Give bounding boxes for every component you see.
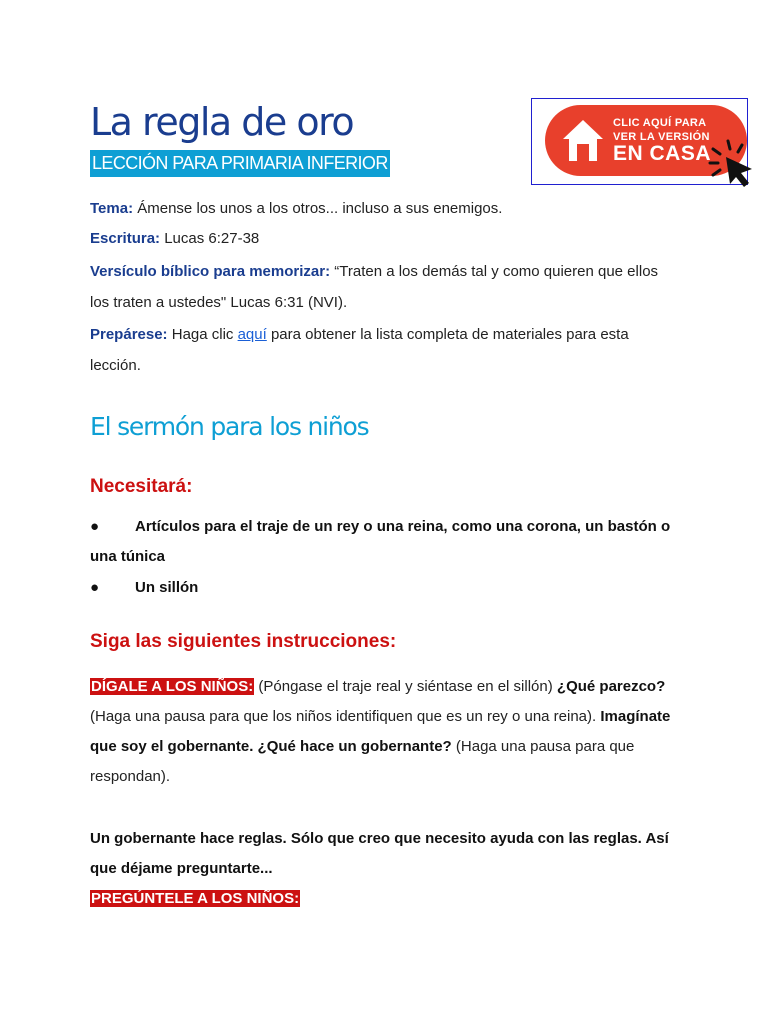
home-version-button[interactable] (531, 98, 748, 185)
bullet-icon: ● (90, 518, 100, 535)
memory-verse-text: “Traten a los demás tal y como quieren que ellos los traten a ustedes" Lucas 6:31 (NVI). (90, 263, 659, 311)
page-title: La regla de oro (90, 100, 354, 144)
materials-link[interactable]: aquí (237, 326, 267, 343)
bullet-icon: ● (90, 579, 100, 596)
needs-heading: Necesitará: (90, 476, 193, 497)
lesson-memory-verse (90, 256, 680, 318)
house-icon (562, 119, 604, 163)
lesson-prepare (90, 319, 680, 381)
scripture-label: Escritura: (90, 230, 161, 247)
memory-verse-label: Versículo bíblico para memorizar: (90, 263, 331, 280)
p1-text-c: (Haga una pausa para que los niños identifiquen que es un rey o una reina). (90, 708, 601, 725)
lesson-theme (90, 193, 680, 224)
prepare-text-pre: Haga clic (167, 326, 238, 343)
home-version-caption (613, 116, 723, 144)
needs-item (90, 573, 680, 603)
instruction-paragraph-2: Un gobernante hace reglas. Sólo que creo que necesito ayuda con las reglas. Así que déjame preguntarte... (90, 830, 669, 877)
ask-children-tag: PREGÚNTELE A LOS NIÑOS: (91, 890, 300, 907)
tell-children-tag: DÍGALE A LOS NIÑOS: (91, 678, 254, 695)
instructions-heading: Siga las siguientes instrucciones: (90, 631, 397, 652)
page-subtitle: LECCIÓN PARA PRIMARIA INFERIOR (90, 150, 390, 177)
lesson-scripture (90, 223, 680, 254)
home-version-label: EN CASA (613, 142, 712, 165)
needs-item-text: Artículos para el traje de un rey o una reina, como una corona, un bastón o una túnica (90, 518, 671, 565)
p1-text-e: (Haga una pausa para que respondan). (90, 738, 635, 785)
sermon-heading: El sermón para los niños (90, 412, 369, 441)
needs-item (90, 512, 680, 572)
instruction-paragraph-3 (90, 884, 680, 914)
p1-text-a: (Póngase el traje real y siéntase en el sillón) (254, 678, 557, 695)
theme-label: Tema: (90, 200, 134, 217)
prepare-text-post: para obtener la lista completa de materiales para esta lección. (90, 326, 629, 374)
p1-text-d: Imagínate que soy el gobernante. ¿Qué hace un gobernante? (90, 708, 671, 755)
theme-text: Ámense los unos a los otros... incluso a sus enemigos. (133, 200, 503, 217)
scripture-text: Lucas 6:27-38 (160, 230, 260, 247)
instruction-paragraph-1 (90, 672, 680, 792)
home-version-line2: VER LA VERSIÓN (613, 131, 710, 143)
home-version-line1: CLIC AQUÍ PARA (613, 117, 707, 129)
needs-item-text: Un sillón (135, 579, 199, 596)
p1-text-b: ¿Qué parezco? (556, 678, 666, 695)
pointer-cursor-icon (708, 139, 756, 189)
prepare-label: Prepárese: (90, 326, 168, 343)
